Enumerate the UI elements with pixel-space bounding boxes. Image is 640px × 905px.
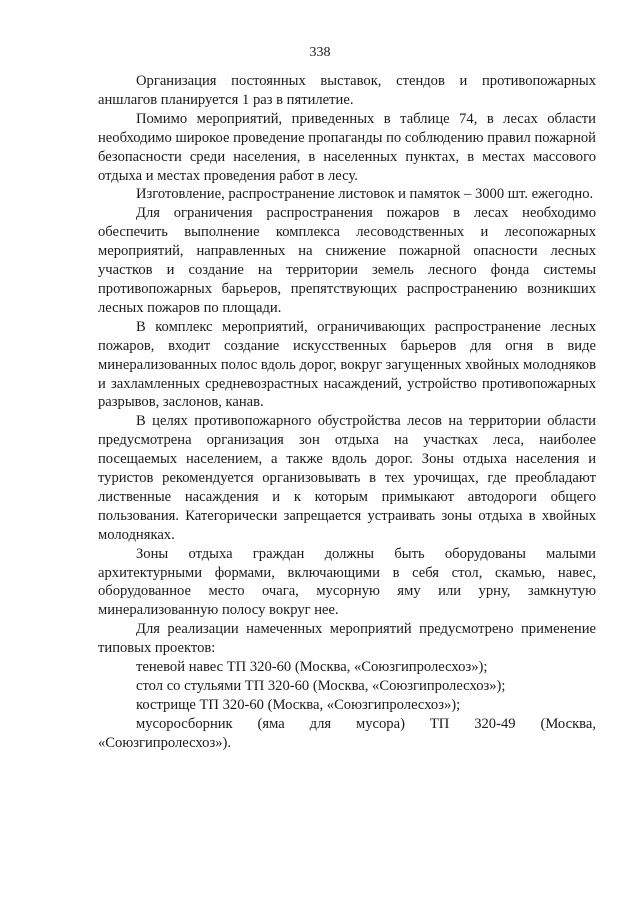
paragraph-exhibitions: Организация постоянных выставок, стендов и противопожарных аншлагов планируется 1 раз в пятилетие. xyxy=(98,73,596,108)
paragraph-recreation-zones: В целях противопожарного обустройства лесов на территории области предусмотрена организация зон отдыха на участках леса, наиболее посещаемых населением, а также вдоль дорог. Зоны отдыха населения и туристов рекомендуется организовывать в тех урочищах, где преобладают лиственные насаждения и к которым примыкают автодороги общего пользования. Категорически запрещается устраивать зоны отдыха в хвойных молодняках. xyxy=(98,413,596,543)
list-item-fireplace: кострище ТП 320-60 (Москва, «Союзгипролесхоз»); xyxy=(136,696,461,713)
paragraph-zone-equipment: Зоны отдыха граждан должны быть оборудованы малыми архитектурными формами, включающими в себя стол, скамью, навес, оборудованное место очага, мусорную яму или урну, замкнутую минерализованную полосу вокруг нее. xyxy=(98,545,596,619)
paragraph-propaganda: Помимо мероприятий, приведенных в таблице 74, в лесах области необходимо широкое проведение пропаганды по соблюдению правил пожарной безопасности среди населения, в населенных пунктах, в местах массового отдыха и местах проведения работ в лесу. xyxy=(98,110,596,184)
paragraph-leaflets: Изготовление, распространение листовок и памяток – 3000 шт. ежегодно. xyxy=(136,186,594,203)
paragraph-fire-limitation: Для ограничения распространения пожаров в лесах необходимо обеспечить выполнение комплекса лесоводственных и лесопожарных мероприятий, направленных на снижение пожарной опасности лесных участков и создание на территории земель лесного фонда системы противопожарных барьеров, препятствующих распространению возникших лесных пожаров по площади. xyxy=(98,205,596,316)
paragraph-standard-projects: Для реализации намеченных мероприятий предусмотрено применение типовых проектов: xyxy=(98,621,596,657)
list-item-shade-canopy: теневой навес ТП 320-60 (Москва, «Союзгипролесхоз»); xyxy=(136,659,488,676)
page-number: 338 xyxy=(309,45,331,60)
document-body xyxy=(98,72,596,753)
paragraph-fire-barriers: В комплекс мероприятий, ограничивающих распространение лесных пожаров, входит создание искусственных барьеров для огня в виде минерализованных полос вдоль дорог, вокруг загущенных хвойных молодняков и захламленных средневозрастных насаждений, устройство противопожарных разрывов, заслонов, канав. xyxy=(98,318,596,411)
list-item-waste-collector: мусоросборник (яма для мусора) ТП 320-49 (Москва, «Союзгипролесхоз»). xyxy=(98,715,596,751)
list-item-table-chairs: стол со стульями ТП 320-60 (Москва, «Союзгипролесхоз»); xyxy=(136,678,506,694)
